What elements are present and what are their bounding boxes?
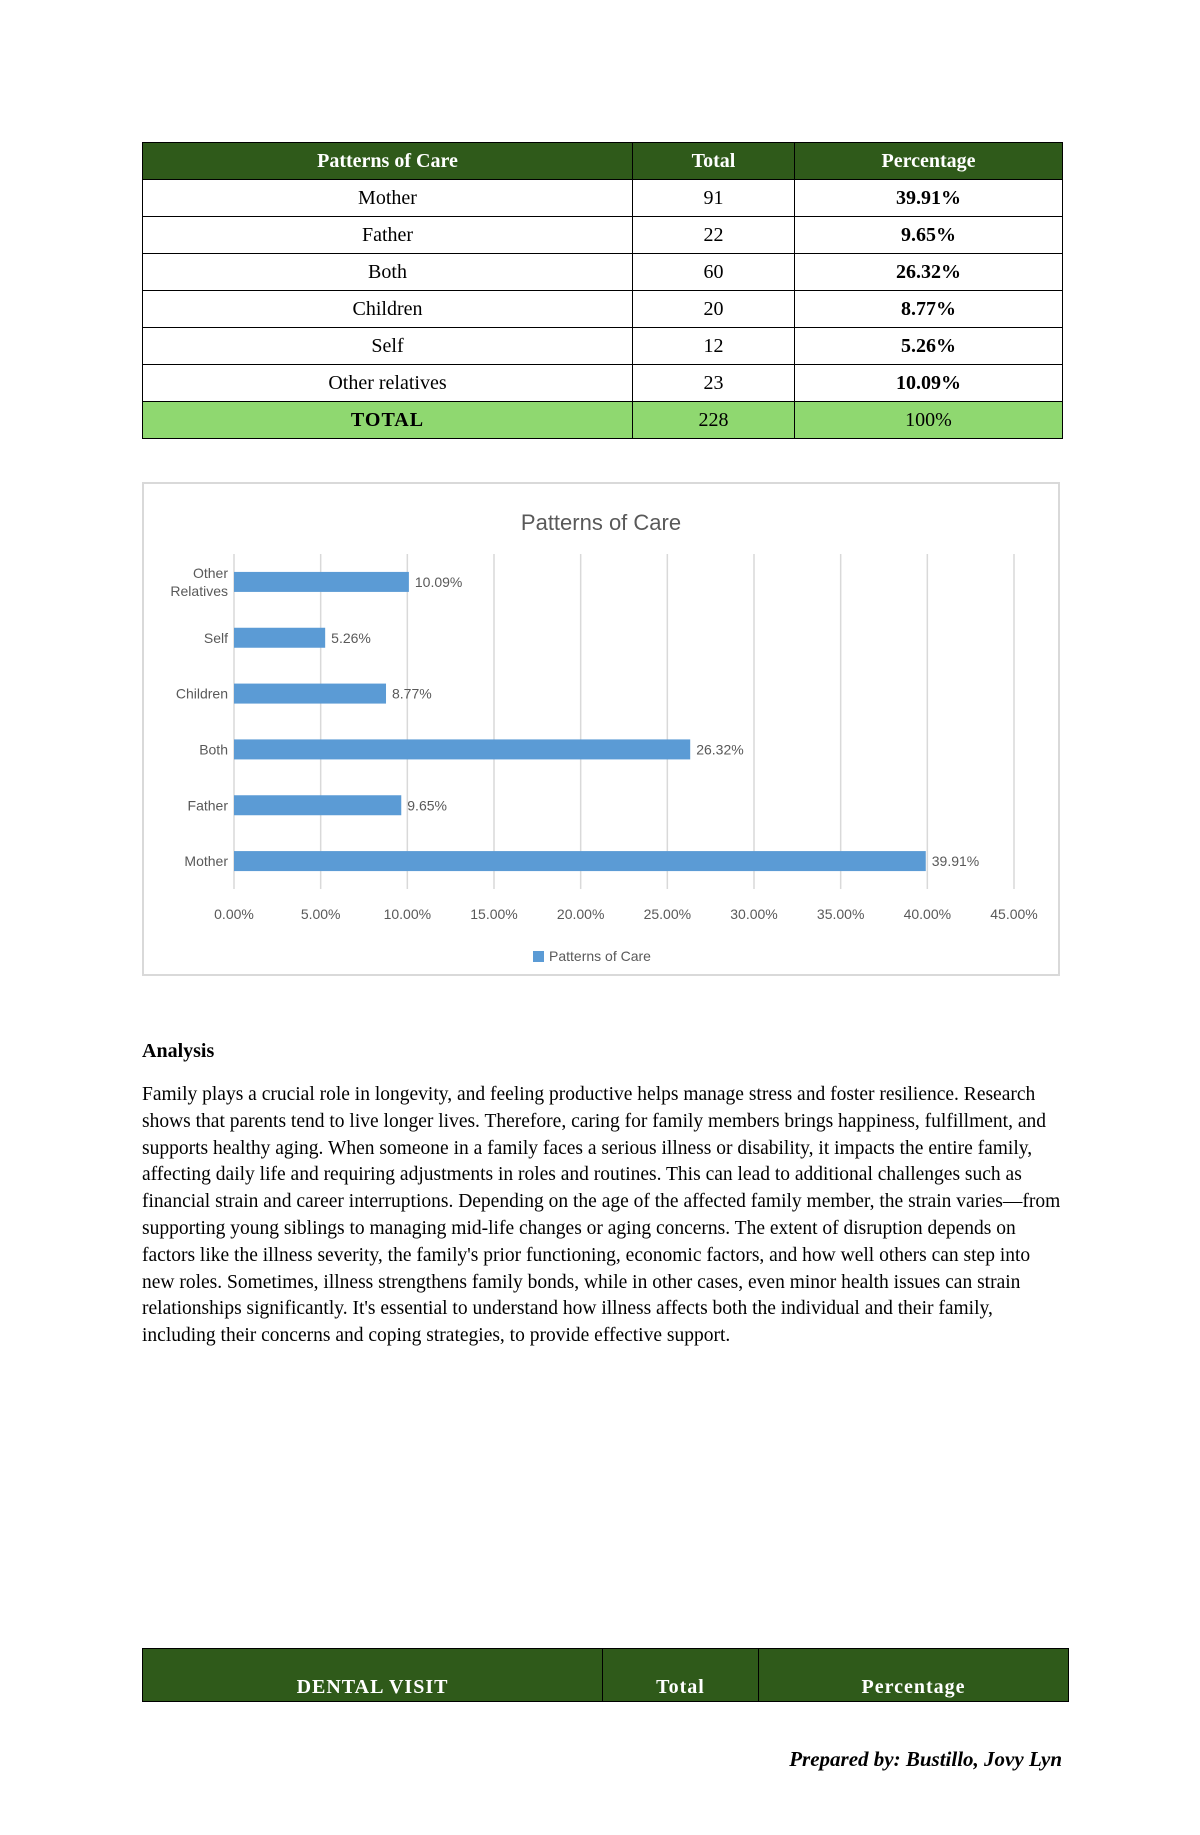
patterns-of-care-chart	[142, 482, 1060, 976]
data-label: 9.65%	[407, 797, 447, 814]
row-label: Mother	[143, 180, 633, 217]
y-category-label: Father	[187, 797, 228, 814]
x-tick-label: 20.00%	[556, 906, 605, 922]
y-category-label: Self	[203, 629, 228, 646]
row-percentage: 39.91%	[795, 180, 1063, 217]
x-tick-label: 30.00%	[730, 906, 778, 922]
row-percentage: 26.32%	[795, 254, 1063, 291]
row-label: Both	[143, 254, 633, 291]
table-row	[143, 217, 1063, 254]
header-percentage: Percentage	[795, 143, 1063, 180]
total-label: TOTAL	[143, 402, 633, 439]
bar	[234, 572, 409, 592]
header-total: Total	[633, 143, 795, 180]
row-total: 60	[633, 254, 795, 291]
total-count: 228	[633, 402, 795, 439]
row-total: 12	[633, 328, 795, 365]
row-percentage: 10.09%	[795, 365, 1063, 402]
row-percentage: 9.65%	[795, 217, 1063, 254]
prepared-by: Prepared by: Bustillo, Jovy Lyn	[789, 1747, 1062, 1771]
x-tick-label: 10.00%	[383, 906, 432, 922]
x-tick-label: 15.00%	[470, 906, 518, 922]
table-header-row	[143, 143, 1063, 180]
y-category-label: Other	[192, 564, 228, 581]
table-row	[143, 180, 1063, 217]
row-percentage: 8.77%	[795, 291, 1063, 328]
header-percentage: Percentage	[759, 1649, 1069, 1702]
y-category-label: Children	[175, 685, 228, 702]
total-percentage: 100%	[795, 402, 1063, 439]
table-total-row	[143, 402, 1063, 439]
row-total: 22	[633, 217, 795, 254]
x-tick-label: 0.00%	[214, 906, 254, 922]
row-label: Other relatives	[143, 365, 633, 402]
dental-visit-table	[142, 1648, 1069, 1702]
x-tick-label: 40.00%	[903, 906, 952, 922]
header-patterns-of-care: Patterns of Care	[143, 143, 633, 180]
analysis-paragraph: Family plays a crucial role in longevity, and feeling productive helps manage stress and foster resilience. Research shows that parents tend to live longer lives. Therefore, caring for family members brings happiness, fulfillment, and supports healthy aging. When someone in a family faces a serious illness or disability, it impacts the entire family, affecting daily life and requiring adjustments in roles and routines. This can lead to additional challenges such as financial strain and career interruptions. Depending on the age of the affected family member, the strain varies—from supporting young siblings to managing mid-life changes or aging concerns. The extent of disruption depends on factors like the illness severity, the family's prior functioning, economic factors, and how well others can step into new roles. Sometimes, illness strengthens family bonds, while in other cases, even minor health issues can strain relationships significantly. It's essential to understand how illness affects both the individual and their family, including their concerns and coping strategies, to provide effective support.	[142, 1084, 1061, 1347]
row-label: Self	[143, 328, 633, 365]
data-label: 39.91%	[931, 853, 980, 870]
bar	[234, 628, 325, 648]
x-tick-label: 25.00%	[643, 906, 692, 922]
table-row	[143, 291, 1063, 328]
patterns-of-care-table	[142, 142, 1063, 439]
bar	[234, 795, 401, 815]
y-category-label: Mother	[184, 853, 228, 870]
data-label: 26.32%	[696, 741, 744, 758]
legend-swatch	[533, 951, 544, 962]
row-label: Children	[143, 291, 633, 328]
table-header-row	[143, 1649, 1069, 1702]
row-total: 20	[633, 291, 795, 328]
chart-canvas	[144, 484, 1058, 974]
header-dental-visit: DENTAL VISIT	[143, 1649, 603, 1702]
x-tick-label: 45.00%	[990, 906, 1038, 922]
x-tick-label: 35.00%	[816, 906, 865, 922]
table-row	[143, 254, 1063, 291]
x-tick-label: 5.00%	[300, 906, 341, 922]
bar	[234, 739, 690, 759]
bar	[234, 684, 386, 704]
table-row	[143, 328, 1063, 365]
chart-title: Patterns of Care	[520, 510, 682, 535]
row-label: Father	[143, 217, 633, 254]
row-percentage: 5.26%	[795, 328, 1063, 365]
data-label: 10.09%	[414, 573, 463, 590]
data-label: 8.77%	[392, 685, 432, 702]
legend-label: Patterns of Care	[549, 948, 651, 964]
bar	[234, 851, 926, 871]
header-total: Total	[603, 1649, 759, 1702]
table-row	[143, 365, 1063, 402]
row-total: 91	[633, 180, 795, 217]
data-label: 5.26%	[331, 629, 371, 646]
row-total: 23	[633, 365, 795, 402]
y-category-label: Both	[199, 741, 228, 758]
analysis-heading: Analysis	[142, 1040, 215, 1062]
y-category-label: Relatives	[170, 582, 228, 599]
